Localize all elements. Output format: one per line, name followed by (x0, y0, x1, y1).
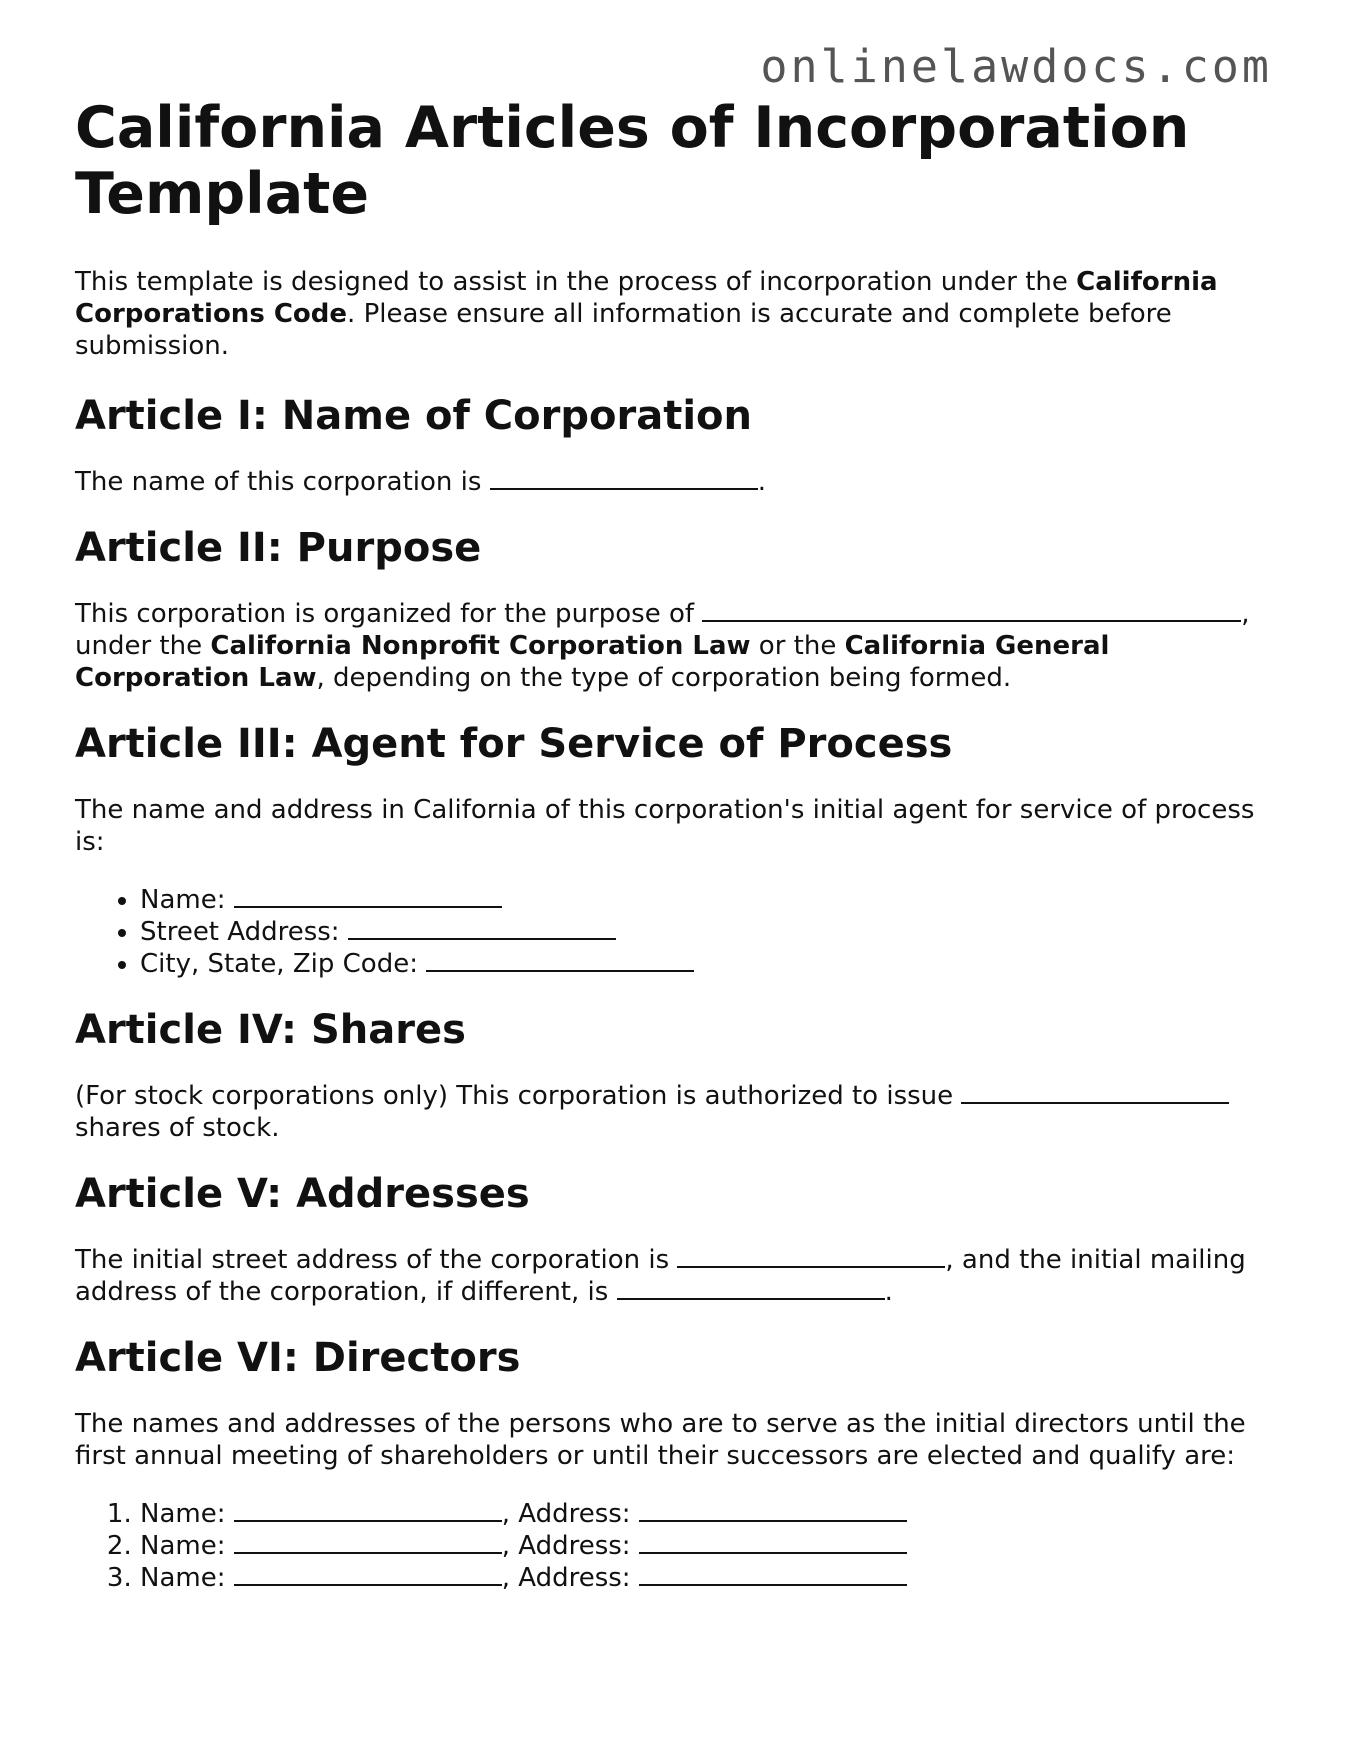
list-item (140, 1562, 1290, 1594)
article-2-text-mid1: , under the (75, 599, 1250, 661)
director-2-address-blank (639, 1530, 907, 1554)
article-5-heading: Article V: Addresses (75, 1171, 530, 1217)
agent-list (75, 884, 1290, 980)
article-2-text-pre: This corporation is organized for the purpose of (75, 599, 703, 629)
mailing-address-blank (617, 1276, 885, 1300)
director-3-address-blank (639, 1562, 907, 1586)
article-4-text-post: shares of stock. (75, 1113, 280, 1143)
agent-street-label: Street Address: (140, 917, 348, 947)
agent-name-blank (234, 884, 502, 908)
director-1-address-blank (639, 1498, 907, 1522)
article-2-text (75, 598, 1290, 694)
article-4-text (75, 1080, 1290, 1144)
article-1-text (75, 466, 1290, 498)
nonprofit-law-bold: California Nonprofit Corporation Law (210, 631, 751, 661)
article-6-heading: Article VI: Directors (75, 1335, 521, 1381)
document-body (75, 95, 1290, 1594)
article-5-text (75, 1244, 1290, 1308)
article-5-text-pre: The initial street address of the corporation is (75, 1245, 678, 1275)
article-4-heading: Article IV: Shares (75, 1007, 466, 1053)
article-2-text-mid2: or the (750, 631, 845, 661)
article-5-text-mid: , and the initial mailing address of the corporation, if different, is (75, 1245, 1246, 1307)
shares-count-blank (961, 1080, 1229, 1104)
director-name-label: Name: (140, 1499, 234, 1529)
article-1-text-pre: The name of this corporation is (75, 467, 490, 497)
article-2-heading: Article II: Purpose (75, 525, 482, 571)
agent-city-blank (426, 948, 694, 972)
director-address-label: , Address: (501, 1499, 639, 1529)
directors-list (75, 1498, 1290, 1594)
article-4-text-pre: (For stock corporations only) This corporation is authorized to issue (75, 1081, 962, 1111)
agent-name-label: Name: (140, 885, 234, 915)
intro-bold-code: California Corporations Code (75, 267, 1218, 329)
agent-street-blank (348, 916, 616, 940)
director-name-label: Name: (140, 1531, 234, 1561)
article-1-text-post: . (757, 467, 766, 497)
director-2-name-blank (234, 1530, 502, 1554)
article-3-text: The name and address in California of this corporation's initial agent for service of process is: (75, 795, 1255, 857)
director-address-label: , Address: (501, 1531, 639, 1561)
agent-city-label: City, State, Zip Code: (140, 949, 427, 979)
list-item (140, 1530, 1290, 1562)
document-title: California Articles of Incorporation Template (75, 95, 1190, 227)
intro-text-pre: This template is designed to assist in the process of incorporation under the (75, 267, 1077, 297)
general-law-bold: California General Corporation Law (75, 631, 1110, 693)
intro-paragraph (75, 266, 1290, 362)
list-item (140, 1498, 1290, 1530)
intro-text-post: . Please ensure all information is accurate and complete before submission. (75, 299, 1172, 361)
director-1-name-blank (234, 1498, 502, 1522)
street-address-blank (677, 1244, 945, 1268)
corporation-name-blank (490, 466, 758, 490)
watermark-text: onlinelawdocs.com (760, 40, 1272, 93)
director-address-label: , Address: (501, 1563, 639, 1593)
article-2-text-post: , depending on the type of corporation being formed. (316, 663, 1012, 693)
list-item (140, 884, 1290, 916)
article-5-text-post: . (884, 1277, 893, 1307)
director-name-label: Name: (140, 1563, 234, 1593)
purpose-blank (702, 598, 1241, 622)
director-3-name-blank (234, 1562, 502, 1586)
list-item (140, 948, 1290, 980)
article-6-text: The names and addresses of the persons who are to serve as the initial directors until the first annual meeting of shareholders or until their successors are elected and qualify are: (75, 1409, 1246, 1471)
list-item (140, 916, 1290, 948)
article-1-heading: Article I: Name of Corporation (75, 393, 752, 439)
article-3-heading: Article III: Agent for Service of Process (75, 721, 953, 767)
